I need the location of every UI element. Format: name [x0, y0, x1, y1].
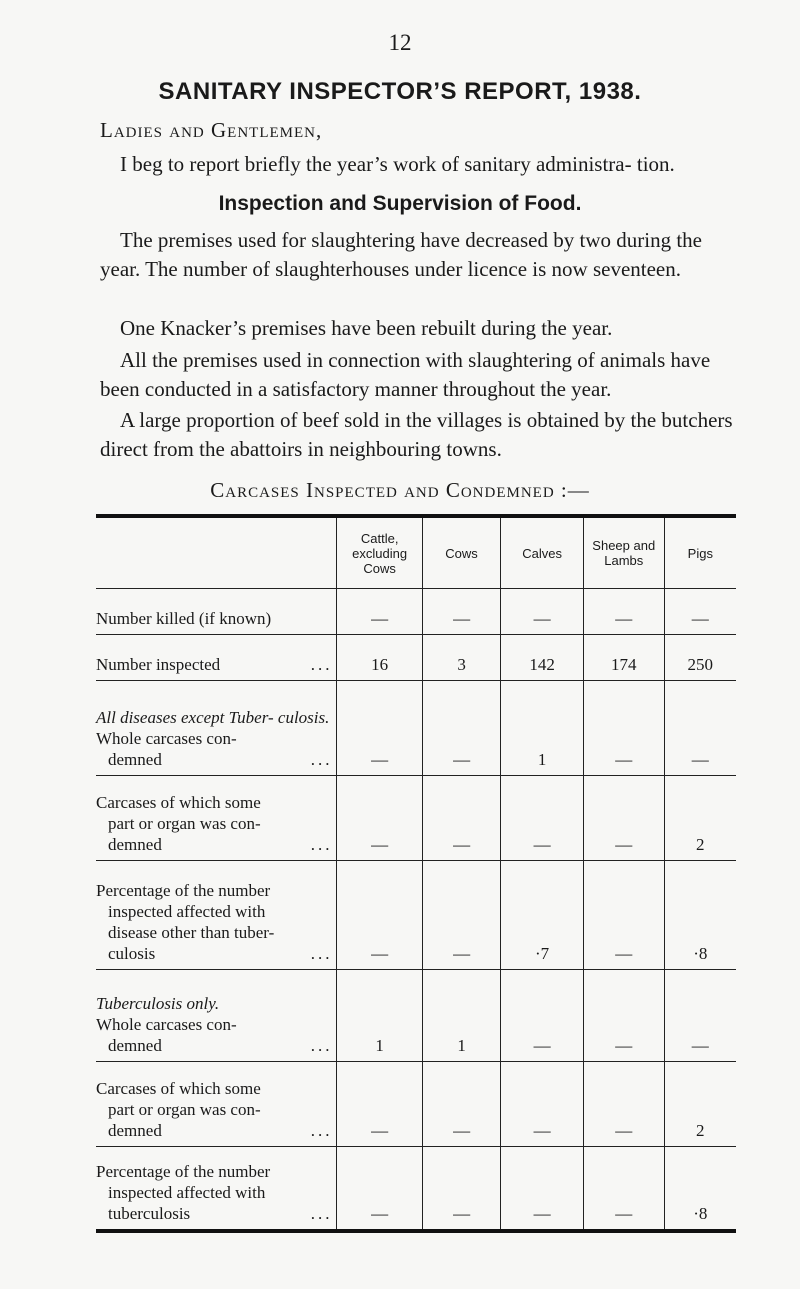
table-row	[96, 681, 736, 776]
cell-value: —	[337, 1062, 422, 1147]
leader-dots: ...	[310, 750, 333, 769]
row-label-text: inspected affected with	[108, 1182, 266, 1202]
row-label	[96, 776, 337, 861]
paragraph-knacker: One Knacker’s premises have been rebuilt during the year.	[120, 316, 613, 340]
cell-value: —	[583, 681, 664, 776]
cell-value: —	[422, 589, 500, 635]
row-label-text: Carcases of which some	[96, 1079, 261, 1098]
table-header-row	[96, 516, 736, 589]
cell-value: —	[583, 1147, 664, 1231]
col-pigs: Pigs	[664, 516, 736, 589]
row-label-text: Number inspected	[96, 655, 221, 674]
row-label-text: Carcases of which some	[96, 793, 261, 812]
row-label-text: Percentage of the number	[96, 1161, 271, 1181]
group-heading-all-diseases: All diseases except Tuber- culosis.	[96, 708, 330, 727]
cell-value: —	[583, 1062, 664, 1147]
leader-dots: ...	[310, 1203, 333, 1223]
paragraph-slaughtering: The premises used for slaughtering have decreased by two during the year. The number of slaughterhouses under licence is now seventeen.	[100, 228, 702, 281]
cell-value: —	[422, 1062, 500, 1147]
row-label	[96, 970, 337, 1062]
leader-dots: ...	[310, 655, 333, 674]
cell-value: —	[501, 970, 584, 1062]
salutation: Ladies and Gentlemen,	[100, 118, 323, 142]
col-sheep: Sheep and Lambs	[583, 516, 664, 589]
cell-value: 3	[422, 635, 500, 681]
row-label-text: Percentage of the number	[96, 881, 271, 900]
cell-value: —	[337, 589, 422, 635]
col-cattle: Cattle, excluding Cows	[337, 516, 422, 589]
row-label	[96, 681, 337, 776]
col-calves: Calves	[501, 516, 584, 589]
header-blank	[96, 516, 337, 589]
cell-value: —	[664, 589, 736, 635]
cell-value: —	[583, 589, 664, 635]
row-label-text: demned	[108, 835, 162, 854]
row-label	[96, 861, 337, 970]
paragraph-premises: All the premises used in connection with slaughtering of animals have been conducted in a satisfactory manner throughout the year.	[100, 348, 711, 401]
section-heading: Inspection and Supervision of Food.	[218, 192, 582, 215]
leader-dots: ...	[310, 1036, 333, 1055]
table-row	[96, 635, 736, 681]
cell-value: —	[337, 1147, 422, 1231]
cell-value: —	[583, 776, 664, 861]
group-heading-tuberculosis: Tuberculosis only.	[96, 994, 220, 1013]
cell-value: —	[422, 776, 500, 861]
table-row	[96, 589, 736, 635]
row-label-text: culosis	[108, 944, 156, 963]
row-label-text: part or organ was con-	[108, 814, 261, 833]
cell-value: —	[422, 1147, 500, 1231]
row-label	[96, 635, 337, 681]
report-title: SANITARY INSPECTOR’S REPORT, 1938.	[158, 78, 642, 105]
leader-dots: ...	[310, 944, 333, 963]
cell-value: 174	[583, 635, 664, 681]
table-row	[96, 1062, 736, 1147]
row-label-text: disease other than tuber-	[108, 923, 275, 942]
row-label-text: demned	[108, 1121, 162, 1140]
cell-value: —	[501, 1062, 584, 1147]
row-label: Number killed (if known)	[96, 589, 337, 635]
row-label	[96, 1147, 337, 1231]
table-row	[96, 970, 736, 1062]
cell-value: —	[501, 776, 584, 861]
cell-value: —	[422, 681, 500, 776]
cell-value: 1	[501, 681, 584, 776]
cell-value: 1	[337, 970, 422, 1062]
cell-value: 1	[422, 970, 500, 1062]
carcases-table	[96, 514, 736, 1233]
cell-value: —	[664, 970, 736, 1062]
intro-paragraph: I beg to report briefly the year’s work of sanitary administra- tion.	[120, 152, 675, 176]
cell-value: 16	[337, 635, 422, 681]
table-title: Carcases Inspected and Condemned :—	[210, 478, 590, 502]
col-cows: Cows	[422, 516, 500, 589]
page-number: 12	[388, 30, 412, 55]
cell-value: ·8	[664, 1147, 736, 1231]
cell-value: —	[501, 1147, 584, 1231]
table-row	[96, 861, 736, 970]
row-label-text: part or organ was con-	[108, 1100, 261, 1119]
cell-value: —	[337, 861, 422, 970]
cell-value: ·7	[501, 861, 584, 970]
table-row	[96, 1147, 736, 1231]
cell-value: —	[664, 681, 736, 776]
cell-value: —	[501, 589, 584, 635]
cell-value: —	[583, 970, 664, 1062]
cell-value: ·8	[664, 861, 736, 970]
cell-value: —	[337, 681, 422, 776]
row-label-text: tuberculosis	[108, 1203, 191, 1223]
cell-value: 2	[664, 1062, 736, 1147]
cell-value: —	[337, 776, 422, 861]
paragraph-beef: A large proportion of beef sold in the villages is obtained by the butchers direct from the abattoirs in neighbouring towns.	[100, 408, 733, 461]
leader-dots: ...	[310, 1121, 333, 1140]
cell-value: 142	[501, 635, 584, 681]
row-label	[96, 1062, 337, 1147]
row-label-text: inspected affected with	[108, 902, 266, 921]
cell-value: 2	[664, 776, 736, 861]
row-label-text: demned	[108, 750, 162, 769]
table-row	[96, 776, 736, 861]
cell-value: 250	[664, 635, 736, 681]
cell-value: —	[583, 861, 664, 970]
row-label-text: Whole carcases con-	[96, 729, 237, 748]
leader-dots: ...	[310, 835, 333, 854]
cell-value: —	[422, 861, 500, 970]
row-label-text: Whole carcases con-	[96, 1015, 237, 1034]
row-label-text: demned	[108, 1036, 162, 1055]
